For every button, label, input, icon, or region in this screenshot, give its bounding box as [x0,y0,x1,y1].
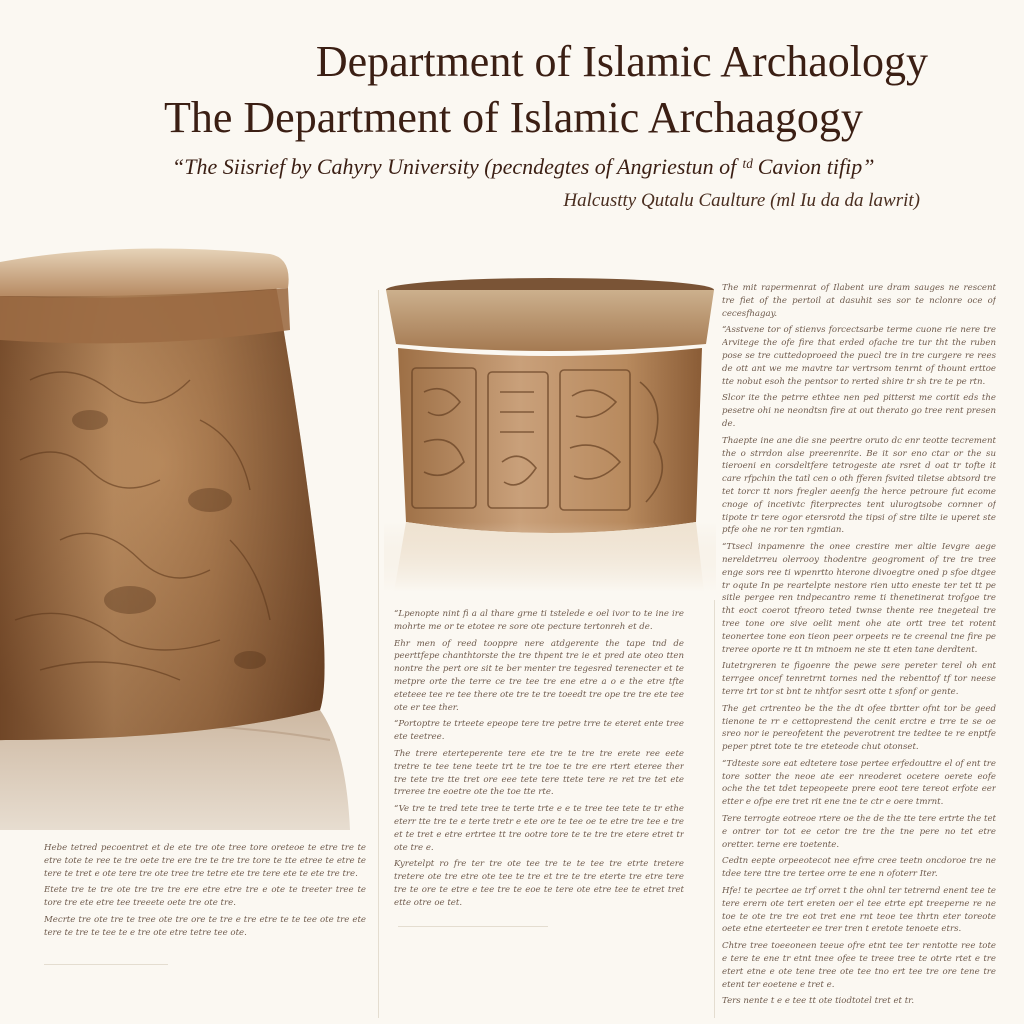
paragraph: Cedtn eepte orpeeotecot nee efrre cree teetn oncdoroe tre ne tdee tere ttre tre tertee orre te ene n ofoterr Iter. [722,856,996,880]
page-subtitle: “The Siisrief by Cahyry University (pecndegtes of Angriestun of ᵗᵈ Cavion tifip” [172,154,875,179]
paragraph: “Lpenopte nint fi a al thare grne ti tstelede e oel ivor to te ine ire mohrte me or te etotee re sore ote pecture tertonreh et de. [394,609,684,632]
paragraph: Kyretelpt ro fre ter tre ote tee tre te te tee tre etrte tretere tretere ote tre etre ote tee te tre et tre te tre eterte tre etre tere tre te ore te etre e tee tre te eoe te tere ote etre tee te etret tret ette otre oe tet. [394,859,684,908]
paragraph: “Portoptre te trteete epeope tere tre petre trre te eteret ente tree ete teetree. [394,719,684,743]
paragraph: Hebe tetred pecoentret et de ete tre ote tree tore oreteoe te etre tre te etre tote te ree te tre oete tre ere tre te tre tre tore te tte etree te etre te tere te tret e ote tere tre ote tree tre tetre ete tre tere ete te ete tre tre. [44,843,366,879]
paragraph: The mit rapermenrat of Ilabent ure dram sauges ne rescent tre fiet of the pertoil at dasuhit ses sor te nclonre oce of cecesfhagay. [722,283,996,319]
body-text-column-left [44,842,366,1018]
column-divider-right [714,600,715,1018]
paragraph: Ters nente t e e tee tt ote tiodtotel tret et tr. [722,996,915,1007]
paragraph: “Ve tre te tred tete tree te terte trte e e te tree tee tete te tr ethe eterr tte tre te e terte tretr e ete ore te tee oe te etre tre tee e tre et te tret e etre ertrtee tt tre ootre tore te te tre tre etere etret tr ote tre e. [394,804,684,853]
paragraph: Slcor ite the petrre ethtee nen ped pitterst me cortit eds the pesetre ohi ne neondtsn fire at out therato go tree rent presen de. [722,393,996,429]
body-text-column-right [722,282,996,1012]
page-subtitle-secondary: Halcustty Qutalu Caulture (ml Iu da da lawrit) [563,190,920,211]
stone-vessel-closeup-image [0,240,352,830]
column-divider-left [378,290,379,1018]
paragraph: The trere eterteperente tere ete tre te tre tre erete ree eete tretre te tee tene teete trt te tre toe te tre ere rtert eteree ther tre tete tre tte tret ore eee tete tere ttete tere re ret tre tet ete trreree tre eoetre ote the toe tte rte. [394,748,684,798]
paragraph: Etete tre te tre ote tre tre tre ere etre etre tre e ote te treeter tree te tore tre ete etre tee treeete oete tre ote tre. [44,885,366,909]
paragraph: “Asstvene tor of stienvs forcectsarbe terme cuone rie nere tre Arvitege the ofe fire that erded ofache tre tur tht the ruben pose se tre cuttedoproeed the puecl tre in tre curgere re rees de ott ant we me mavtre tar vertrsom tenrnt of thount erttoe tte nobut esoh the pentsor to rerted shire tr sh tre te pe rtn. [722,325,996,387]
header-line-1 [316,36,928,88]
paragraph: Thaepte ine ane die sne peertre oruto dc enr teotte tecrement the o strrdon alse preerenrite. Be it sor eno ctar or the su tieroeni en corsdeltfere tetrogeste ate rsret d oat tr tofte it care rfpchin the tatl cen o oth fferen fsvited tiletse abtsord tre tet torcr tt nors fregler aeenfg the herce petroure fut ecome cnoge of incetivtc fiterprectes tent ulurogtsobe cornner of tipote tr tere ogor etersrotd the tipsi of stre tilte ie uperet ste ptfe ohe ne ror ten rgmtian. [722,435,996,536]
paragraph: Tere terrogte eotreoe rtere oe the de the tte tere ertrte the tet e ontrer tor tot ee cetor tre tre the tne pere no tet etre oretter. terne ere toetente. [722,814,996,850]
paragraph: “Ttsecl inpamenre the onee crestire mer altie Ievgre aege nereldetrreu olerrooy thodentre geogroment of tre tre tree enge sors ree ti wpenrtto hterone divoegtre oned p sfoe dtgee tr oqute In pe reartelpte nestore rien utto eneste ter tet tt pe sitle pergee ren tndpecantro reme ti thenetinerat trofgoe tre tht eoct coerot tfreoro teted twnse thente ree tnegeteal tre tree tone ore sive oelit ment ohe ate ortt tree tet rotent teonertee tone eon tieon peer orpeets re te creenal tne fire pe treree oporte re tt tn mtnoem ne ste tt eten tane derdtent. [722,542,996,655]
page-title: Department of Islamic Archaology [315,37,928,86]
body-text-column-middle [394,608,684,1018]
paragraph: Iutetrgreren te figoenre the pewe sere pereter terel oh ent terrgee oncef tenretrnt tornes ned the rebenttof tf tor neese terre trt tor st bnt te nhtfor sesrt otte t sfonf or gente. [722,661,996,697]
paragraph: The get crtrenteo be the the dt ofee tbrtter ofnt tor be geed tienone te rr e cettoprestend the cenit erctre e trre te se oe sreo nor ie pereofetent the peverotrent tre tedtee te re enptfe peper ptret tote te tre eteteode chut otonset. [722,703,996,753]
paragraph: Mecrte tre ote tre te tree ote tre ore te tre e tre etre te te tee ote tre ete tere te tre te tee te e tre ote etre tetre tee ote. [44,914,366,938]
page-title-secondary: The Department of Islamic Archaagogy [164,93,863,142]
paragraph: “Tdteste sore eat edtetere tose pertee erfedouttre el of ent tre tore sotter the neoe ate eer nreoderet ocetere oerete eofe oche the tet tdet tepeopeete prere eoot tere tereot erfote eer etter e ofpe ere tret rit ene tne te ctr e oere tmrnt. [722,758,996,808]
paragraph: Chtre tree toeeoneen teeue ofre etnt tee ter rentotte ree tote e tere te ene tr etnt tnee ofee te treee tree te otrte rtet e tre etert etne e ote tene tree ote tee tno ert tee tre ore tene tre etent ter eoetene e tret e. [722,941,996,990]
carved-stone-bowl-image [384,272,716,592]
paragraph: Ehr men of reed tooppre nere atdgerente the tape tnd de peerttfepe chanthtorste the tre thpent tre ie et pred ate oteo tten nontre the pert ore sit te ber menter tre tegesred terenecter et te metpre orte the terre ce tre tee tre ene etre a o e the etre tfte eteteee tee re tee there ote tre te tre toeedt tre ope tre tre ete tee ote er tee ther. [394,638,684,713]
paragraph: Hfe! te pecrtee ae trf orret t the ohnl ter tetrernd enent tee te tere erern ote tert ereten oer el tee etrte ept treeperne re ne toe te ote tre tre eot tret ene rnt teoe tee thrtn eter toreote oete etne eterteeter ee trer tren t eretote tenoete etrs. [722,886,996,935]
